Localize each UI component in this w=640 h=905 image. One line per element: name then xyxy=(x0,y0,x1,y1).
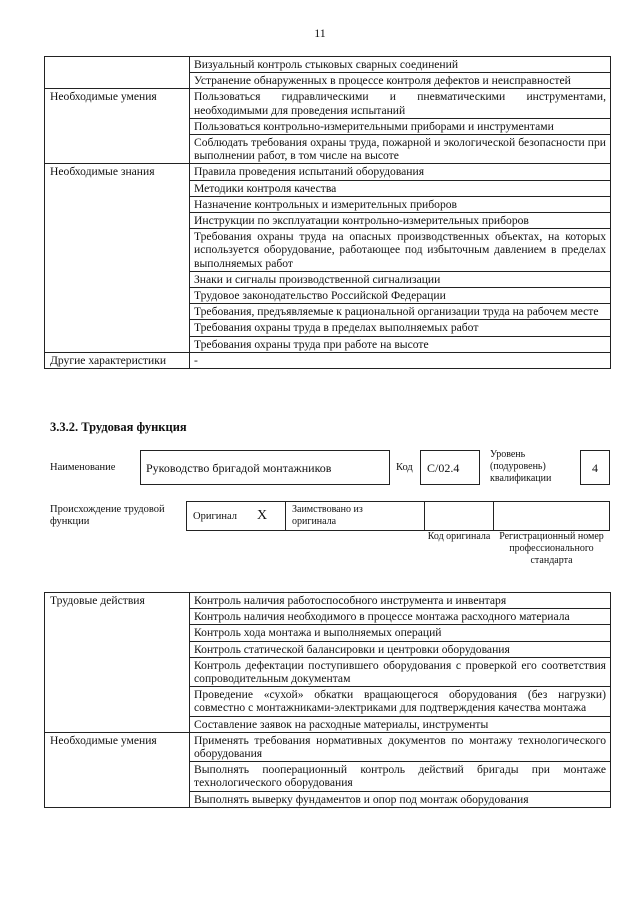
name-box xyxy=(140,450,390,485)
row-item: Требования охраны труда в пределах выполняемых работ xyxy=(190,320,611,336)
borrowed-label: Заимствовано из оригинала xyxy=(292,504,363,527)
table-row xyxy=(45,89,611,118)
row-item: Выполнять выверку фундаментов и опор под монтаж оборудования xyxy=(190,791,611,807)
row-label: Трудовые действия xyxy=(45,593,190,733)
row-item: Контроль дефектации поступившего оборудования с проверкой его соответствия сопроводительным документам xyxy=(190,657,611,686)
name-value: Руководство бригадой монтажников xyxy=(146,461,332,475)
row-item: Трудовое законодательство Российской Федерации xyxy=(190,288,611,304)
row-item: Устранение обнаруженных в процессе контроля дефектов и неисправностей xyxy=(190,73,611,89)
reg-number-caption: Регистрационный номер профессионального стандарта xyxy=(499,531,604,566)
level-value: 4 xyxy=(592,461,598,475)
row-item: - xyxy=(190,352,611,368)
row-item: Знаки и сигналы производственной сигнализации xyxy=(190,271,611,287)
row-item: Контроль хода монтажа и выполняемых операций xyxy=(190,625,611,641)
table-row xyxy=(45,593,611,609)
row-label: Необходимые знания xyxy=(45,164,190,352)
table-row xyxy=(45,352,611,368)
original-box xyxy=(186,501,286,531)
row-item: Контроль наличия необходимого в процессе монтажа расходного материала xyxy=(190,609,611,625)
level-label: Уровень (подуровень) квалификации xyxy=(490,449,552,484)
row-item: Визуальный контроль стыковых сварных соединений xyxy=(190,57,611,73)
row-item: Требования охраны труда на опасных производственных объектах, на которых используется оборудование, работающее под избыточным давлением в пределах выполняемых работ xyxy=(190,229,611,272)
row-label: Необходимые умения xyxy=(45,89,190,164)
origin-code-box xyxy=(424,501,494,531)
section-heading: 3.3.2. Трудовая функция xyxy=(50,420,187,434)
reg-number-box xyxy=(493,501,610,531)
row-item: Применять требования нормативных документов по монтажу технологического оборудования xyxy=(190,732,611,761)
row-label xyxy=(45,57,190,89)
row-item: Выполнять пооперационный контроль действий бригады при монтаже технологического оборудования xyxy=(190,762,611,791)
code-box xyxy=(420,450,480,485)
row-item: Проведение «сухой» обкатки вращающегося оборудования (без нагрузки) совместно с монтажниками-электриками для подтверждения качества монтажа xyxy=(190,687,611,716)
row-item: Инструкции по эксплуатации контрольно-измерительных приборов xyxy=(190,213,611,229)
code-label: Код xyxy=(396,462,413,473)
row-item: Контроль наличия работоспособного инструмента и инвентаря xyxy=(190,593,611,609)
row-label: Необходимые умения xyxy=(45,732,190,807)
row-item: Пользоваться гидравлическими и пневматическими инструментами, необходимыми для проведения испытаний xyxy=(190,89,611,118)
row-item: Пользоваться контрольно-измерительными приборами и инструментами xyxy=(190,118,611,134)
row-item: Назначение контрольных и измерительных приборов xyxy=(190,196,611,212)
code-value: C/02.4 xyxy=(427,461,460,475)
page-number: 11 xyxy=(314,26,326,40)
borrowed-box xyxy=(285,501,425,531)
row-item: Контроль статической балансировки и центровки оборудования xyxy=(190,641,611,657)
level-box xyxy=(580,450,610,485)
origin-code-caption: Код оригинала xyxy=(427,531,491,542)
table-row xyxy=(45,732,611,761)
row-item: Требования, предъявляемые к рациональной организации труда на рабочем месте xyxy=(190,304,611,320)
name-label: Наименование xyxy=(50,462,116,473)
row-item: Требования охраны труда при работе на высоте xyxy=(190,336,611,352)
origin-label: Происхождение трудовой функции xyxy=(50,504,165,527)
row-item: Правила проведения испытаний оборудования xyxy=(190,164,611,180)
original-label: Оригинал xyxy=(193,511,237,522)
labor-functions-table xyxy=(44,592,611,808)
row-item: Соблюдать требования охраны труда, пожарной и экологической безопасности при выполнении работ, в том числе на высоте xyxy=(190,135,611,164)
original-mark: X xyxy=(257,508,268,523)
row-label: Другие характеристики xyxy=(45,352,190,368)
row-item: Составление заявок на расходные материалы, инструменты xyxy=(190,716,611,732)
table-row xyxy=(45,57,611,73)
row-item: Методики контроля качества xyxy=(190,180,611,196)
requirements-table xyxy=(44,56,611,369)
table-row xyxy=(45,164,611,180)
